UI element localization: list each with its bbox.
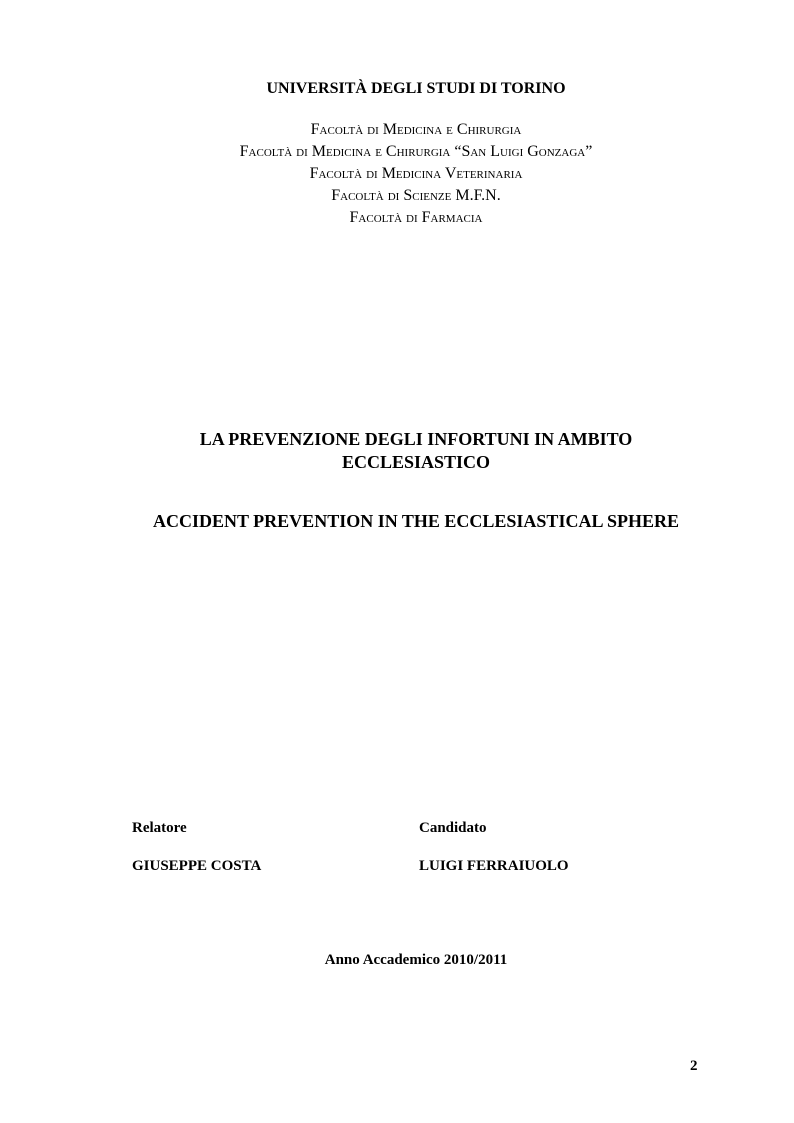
faculty-san-luigi-gonzaga: Facoltà di Medicina e Chirurgia “San Luigi Gonzaga”	[239, 143, 593, 160]
page-number: 2	[690, 1058, 698, 1074]
thesis-title-italian-line2: ECCLESIASTICO	[341, 452, 491, 472]
relatore-name: GIUSEPPE COSTA	[132, 858, 262, 874]
university-name: UNIVERSITÀ DEGLI STUDI DI TORINO	[266, 80, 566, 97]
candidato-name: LUIGI FERRAIUOLO	[419, 858, 569, 874]
academic-year: Anno Accademico 2010/2011	[324, 952, 508, 968]
faculty-medicina-chirurgia: Facoltà di Medicina e Chirurgia	[310, 121, 522, 138]
faculty-farmacia: Facoltà di Farmacia	[349, 209, 483, 226]
faculty-medicina-veterinaria: Facoltà di Medicina Veterinaria	[309, 165, 523, 182]
faculty-scienze-mfn: Facoltà di Scienze M.F.N.	[331, 187, 501, 204]
thesis-title-english: ACCIDENT PREVENTION IN THE ECCLESIASTICAL SPHERE	[153, 511, 679, 531]
thesis-title-italian	[0, 428, 794, 474]
relatore-label: Relatore	[132, 820, 187, 836]
thesis-title-italian-line1: LA PREVENZIONE DEGLI INFORTUNI IN AMBITO	[199, 429, 633, 449]
candidato-label: Candidato	[419, 820, 487, 836]
